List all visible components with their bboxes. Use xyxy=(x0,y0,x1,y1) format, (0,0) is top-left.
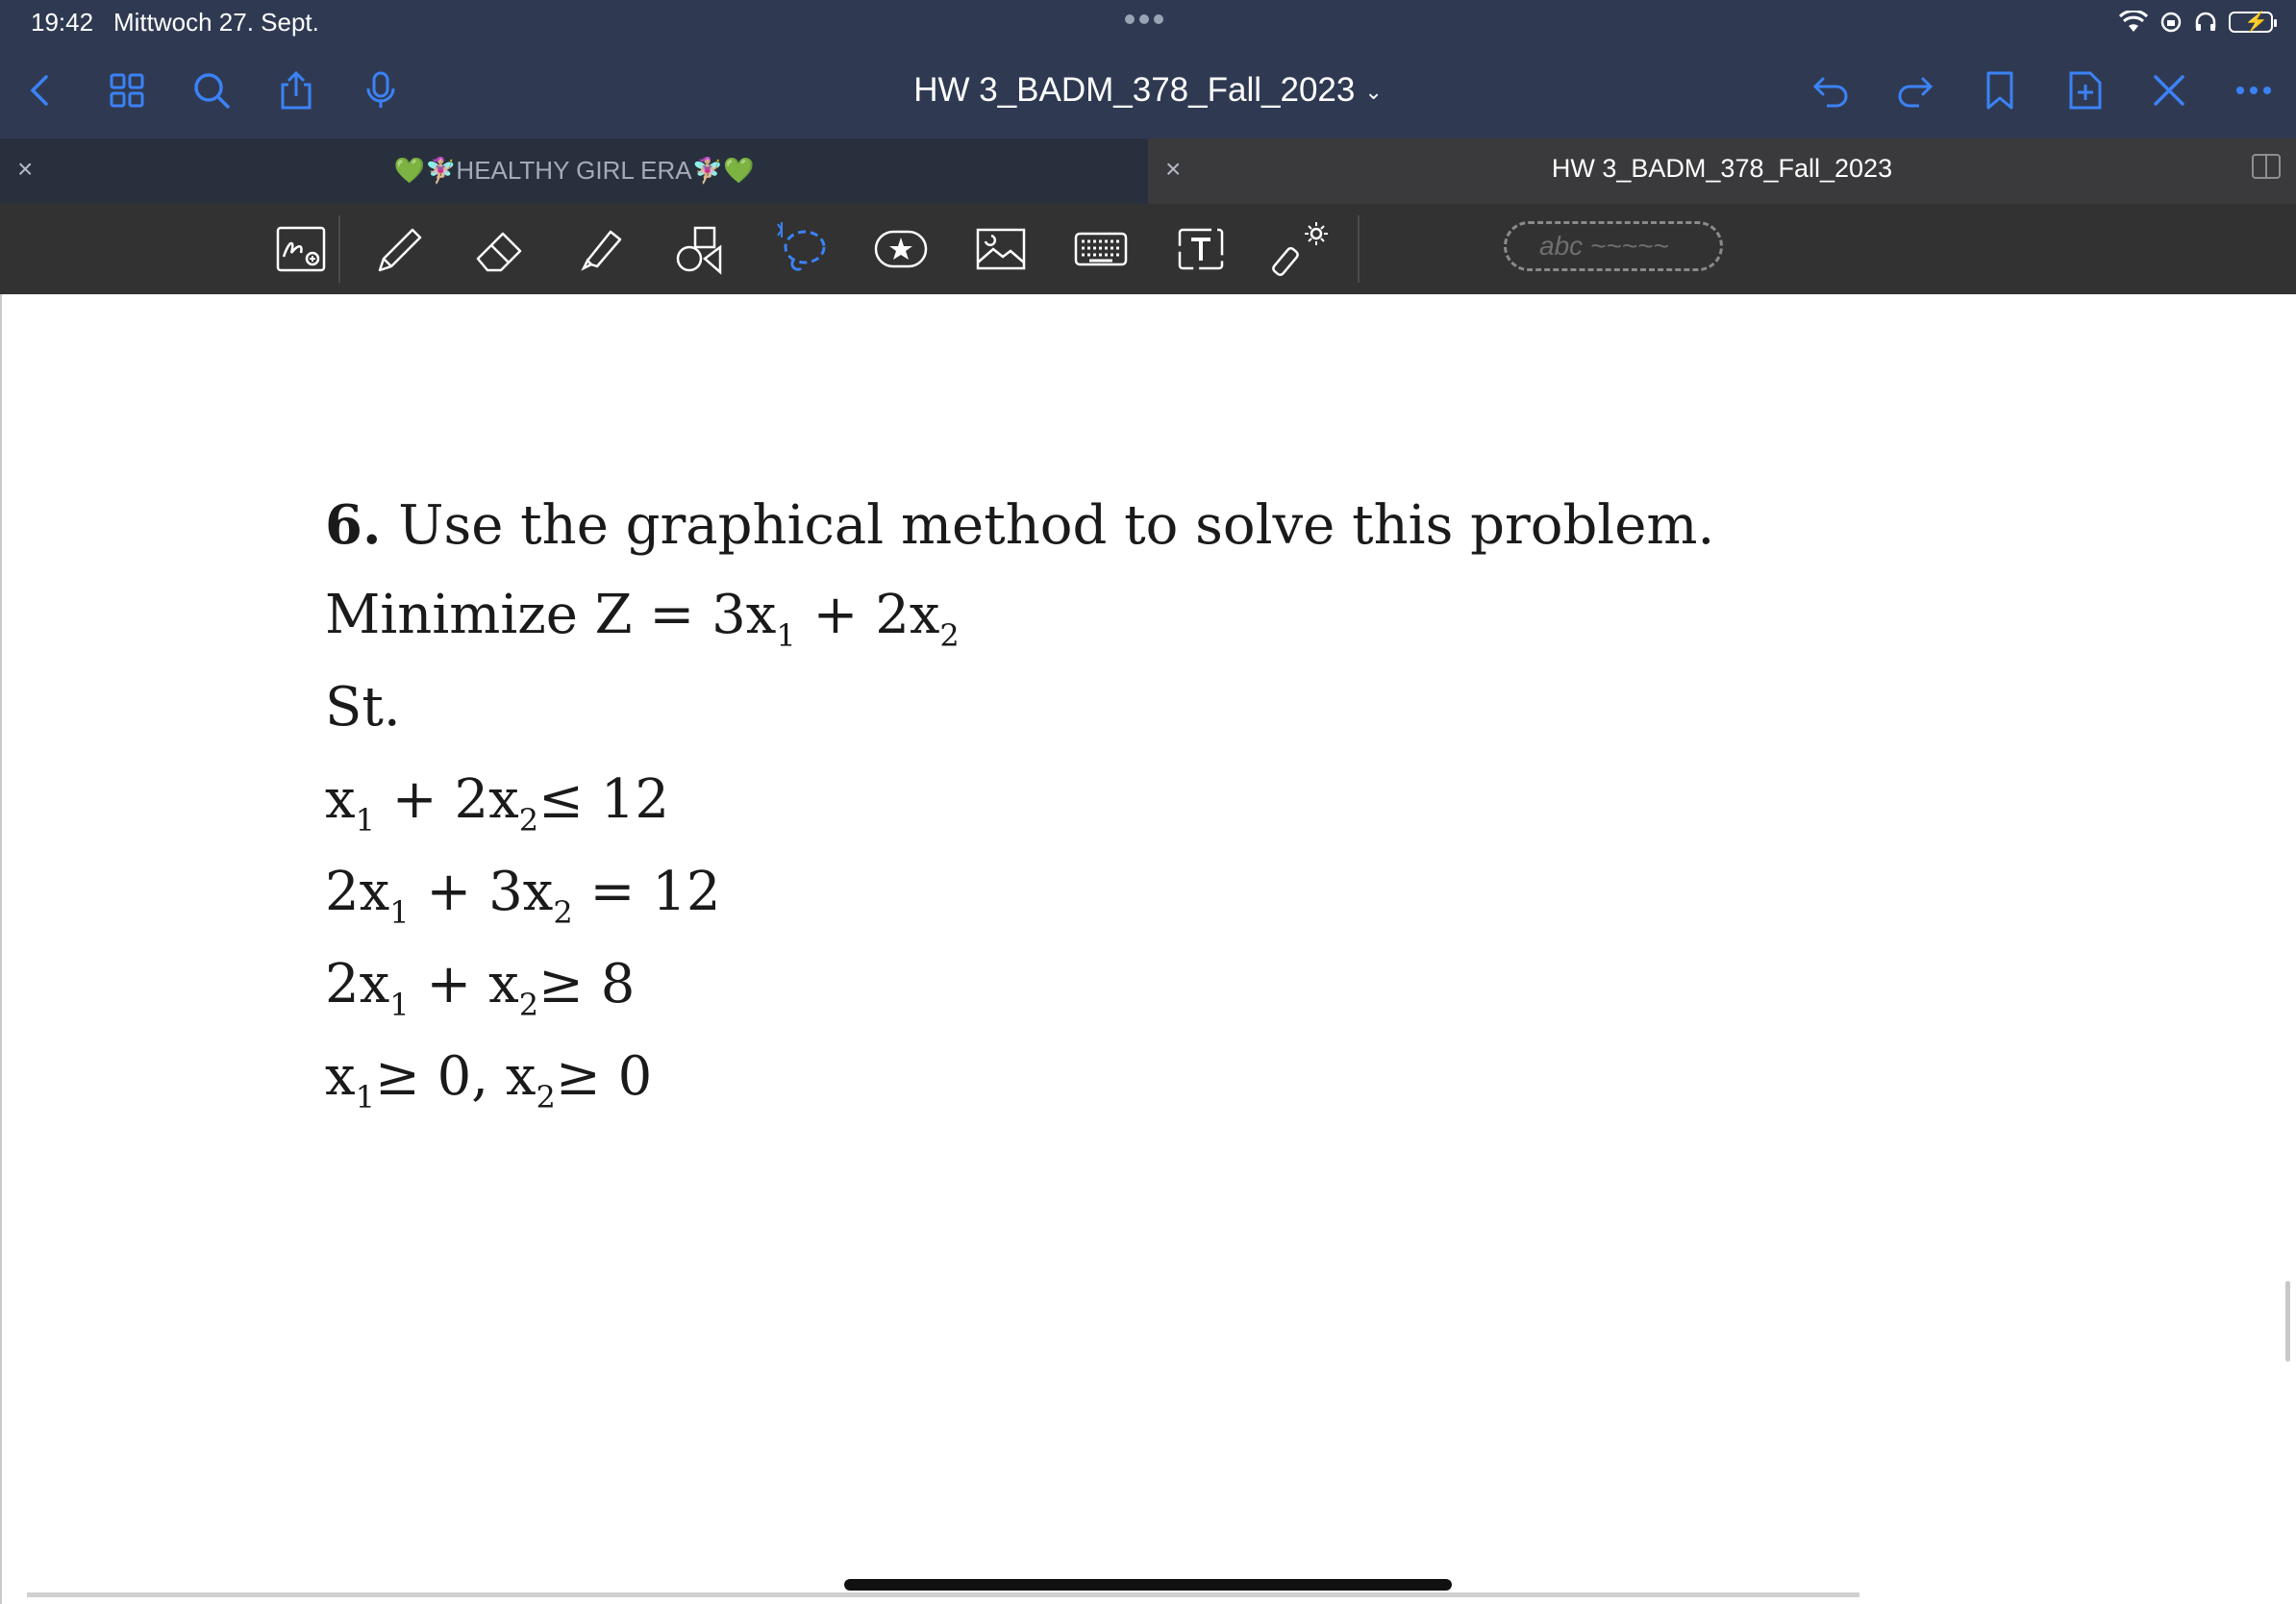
constraint-3: $2x_1 + x_2\ge 8$ xyxy=(325,953,636,1023)
tab-healthy-girl-era[interactable] xyxy=(0,138,1148,204)
shapes-icon xyxy=(672,220,730,278)
lasso-icon xyxy=(772,220,830,278)
pencil-cross-icon xyxy=(2148,69,2190,112)
status-time: 19:42 xyxy=(31,8,94,37)
close-icon[interactable]: × xyxy=(1165,154,1182,184)
multitasking-menu[interactable] xyxy=(1125,12,1171,31)
scrollbar[interactable] xyxy=(2285,1281,2290,1362)
battery-icon: ⚡ xyxy=(2229,12,2273,33)
objective-function: Minimize $Z = 3x_1 + 2x_2$ xyxy=(325,584,960,654)
star-sticker-icon xyxy=(872,220,930,278)
lasso-tool[interactable] xyxy=(769,217,833,281)
bookmark-button[interactable] xyxy=(1975,65,2025,115)
image-tool[interactable] xyxy=(969,217,1033,281)
elements-tool[interactable] xyxy=(869,217,933,281)
keyboard-tool[interactable] xyxy=(1069,217,1133,281)
wifi-icon xyxy=(2119,11,2148,34)
split-view-icon[interactable] xyxy=(2252,154,2281,179)
text-box-icon xyxy=(1172,220,1230,278)
constraint-1: $x_1 + 2x_2\le 12$ xyxy=(325,768,670,839)
nav-bar xyxy=(0,44,2296,138)
tab-hw3[interactable] xyxy=(1148,138,2296,204)
constraint-2: $2x_1 + 3x_2 = 12$ xyxy=(325,861,721,931)
highlighter-tool[interactable] xyxy=(569,217,633,281)
highlighter-icon xyxy=(572,220,630,278)
keyboard-icon xyxy=(1072,220,1130,278)
add-page-button[interactable] xyxy=(2059,65,2109,115)
status-icons xyxy=(2119,8,2273,37)
page-edge xyxy=(0,294,2,1604)
problem-statement xyxy=(325,494,1714,557)
pen-tool[interactable] xyxy=(367,217,431,281)
home-indicator[interactable] xyxy=(844,1579,1452,1591)
bookmark-icon xyxy=(1979,69,2021,112)
document-title-text: HW 3_BADM_378_Fall_2023 xyxy=(913,71,1356,109)
redo-icon xyxy=(1894,69,1936,112)
toolbar-divider xyxy=(338,215,340,283)
shapes-tool[interactable] xyxy=(669,217,733,281)
problem-number: 6. xyxy=(325,493,382,557)
headphones-icon xyxy=(2194,11,2217,34)
add-page-icon xyxy=(2063,69,2106,112)
problem-text: Use the graphical method to solve this problem. xyxy=(398,494,1715,557)
eraser-icon xyxy=(472,220,530,278)
toolbar-divider xyxy=(1358,215,1360,283)
close-icon[interactable]: × xyxy=(17,154,34,184)
tool-bar xyxy=(0,204,2296,294)
laser-pointer-tool[interactable] xyxy=(1269,217,1333,281)
pen-icon xyxy=(370,220,428,278)
more-icon xyxy=(2233,69,2275,112)
close-tools-button[interactable] xyxy=(2144,65,2194,115)
handwriting-recognition-field[interactable]: abc ~~~~~ xyxy=(1504,221,1723,271)
chevron-down-icon: ⌄ xyxy=(1364,79,1383,104)
laser-pointer-icon xyxy=(1272,220,1330,278)
image-icon xyxy=(972,220,1030,278)
tab-label: 💚🧚🏼‍♀️HEALTHY GIRL ERA🧚🏼‍♀️💚 xyxy=(393,156,755,185)
non-negativity-constraint: $x_1\ge 0$, $x_2\ge 0$ xyxy=(325,1045,653,1115)
page-bottom-divider xyxy=(27,1592,1859,1597)
document-title[interactable] xyxy=(0,71,2296,110)
tab-bar xyxy=(0,138,2296,204)
zoom-handwriting-icon xyxy=(272,220,330,278)
eraser-tool[interactable] xyxy=(469,217,533,281)
undo-icon xyxy=(1809,69,1852,112)
redo-button[interactable] xyxy=(1890,65,1940,115)
more-button[interactable] xyxy=(2229,65,2279,115)
text-tool[interactable] xyxy=(1169,217,1233,281)
tab-label: HW 3_BADM_378_Fall_2023 xyxy=(1551,154,1893,183)
status-bar xyxy=(0,0,2296,44)
zoom-window-tool[interactable] xyxy=(269,217,333,281)
orientation-lock-icon xyxy=(2159,11,2183,34)
document-page[interactable] xyxy=(0,294,2296,1604)
undo-button[interactable] xyxy=(1806,65,1856,115)
status-date: Mittwoch 27. Sept. xyxy=(113,8,319,37)
subject-to-label: St. xyxy=(325,676,401,739)
top-bar xyxy=(0,0,2296,138)
